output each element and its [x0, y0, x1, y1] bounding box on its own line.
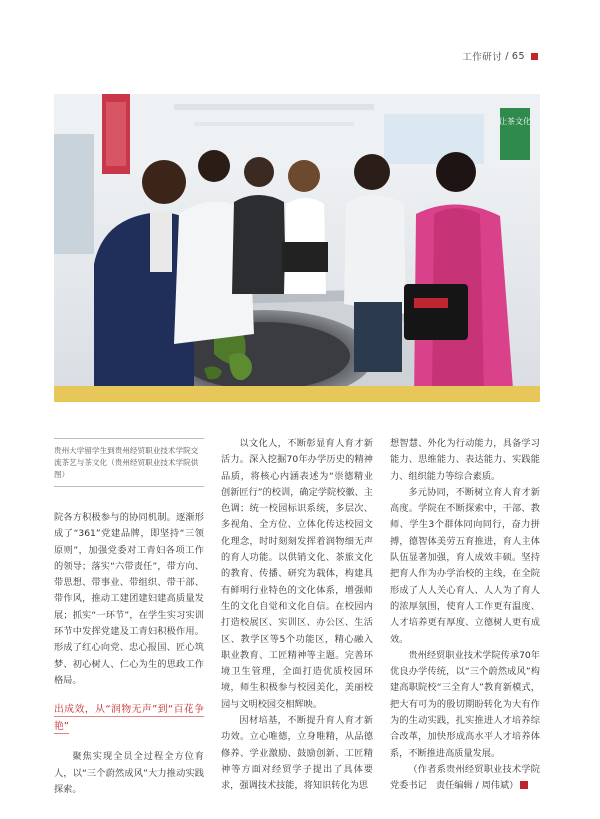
text-column-1 — [54, 510, 204, 798]
paragraph: 想智慧、外化为行动能力，具备学习能力、思维能力、表达能力、实践能力、组织能力等综合素质。 — [390, 438, 540, 482]
byline: （作者系贵州经贸职业技术学院党委书记 责任编辑 / 周伟斌） — [390, 763, 540, 792]
paragraph: 聚焦实现全员全过程全方位育人，以“三个蔚然成风”大力推动实践探索。 — [54, 751, 204, 795]
paragraph: 院各方积极参与的协同机制。逐渐形成了“361”党建品牌，即坚持“三领原则”，加强党委对工青妇各项工作的领导；落实“六带责任”，带方向、带思想、带事业、带组织、带干部、带作风，推动工建团建妇建高质量发展；抓实“一环节”，在学生实习实训环节中发挥党建及工青妇积极作用。形成了红心向党、忠心报国、匠心筑梦、初心树人、仁心为生的思政工作格局。 — [54, 512, 204, 686]
paragraph: 以文化人，不断彰显育人育才新活力。深入挖掘70年办学历史的精神品质，将核心内涵表述为“崇德精业 创新匠行”的校训，确定学院校徽、主色调；统一校园标识系统，多层次、多视角、全方位、立体化传达校园文化理念，时时刻刻发挥着润物细无声的育人功能。以供销文化、茶旅文化的教育、传播、研究为载体，构建具有鲜明行业特色的文化体系，增强师生的文化自觉和文化自信。在校园内打造校展区、实训区、办公区、生活区、教学区等5个功能区，精心融入职业教育、工匠精神等主题。完善环境卫生管理，全面打造优质校园环境，师生积极参与校园美化，美丽校园与文明校园交相辉映。 — [221, 438, 383, 710]
banner-text: 让茶文化 — [499, 117, 531, 126]
text-column-2 — [221, 436, 383, 795]
text-column-3 — [390, 436, 540, 795]
section-heading — [54, 701, 204, 735]
page-number: 65 — [511, 50, 525, 62]
section-name: 工作研讨 — [462, 52, 503, 63]
page-header: 工作研讨 / 65 — [462, 49, 538, 63]
end-mark-icon — [520, 781, 528, 789]
section-title: 出成效，从“润物无声”到“百花争艳” — [54, 704, 204, 733]
paragraph: 贵州经贸职业技术学院传承70年优良办学传统，以“三个蔚然成风”构建高职院校“三全育人”教育新模式，把大有可为的殷切期盼转化为大有作为的生动实践，扎实推进人才培养综合改革，加快形成高水平人才培养体系，不断推进高质量发展。 — [390, 649, 540, 759]
photo-caption: 贵州大学留学生到贵州经贸职业技术学院交流茶艺与茶文化（贵州经贸职业技术学院供图） — [54, 438, 204, 487]
tea-art-photo — [54, 94, 540, 402]
paragraph: 因材培基，不断提升育人育才新功效。立心唯德，立身唯精，从品德修养、学业激励、鼓励创新、工匠精神等方面对经贸学子提出了具体要求，强调技术技能，将知识转化为思 — [221, 715, 373, 792]
header-square-icon — [531, 53, 538, 60]
paragraph: 多元协同，不断树立育人育才新高度。学院在不断探索中，干部、教师、学生3个群体同向同行，奋力拼搏，德智体美劳五育推进，育人主体队伍显著加强，育人成效丰硕。坚持把育人作为办学治校的主线，在全院形成了人人关心育人、人人为了育人的浓厚氛围，使育人工作更有温度、人才培养更有厚度、立德树人更有成效。 — [390, 486, 540, 645]
